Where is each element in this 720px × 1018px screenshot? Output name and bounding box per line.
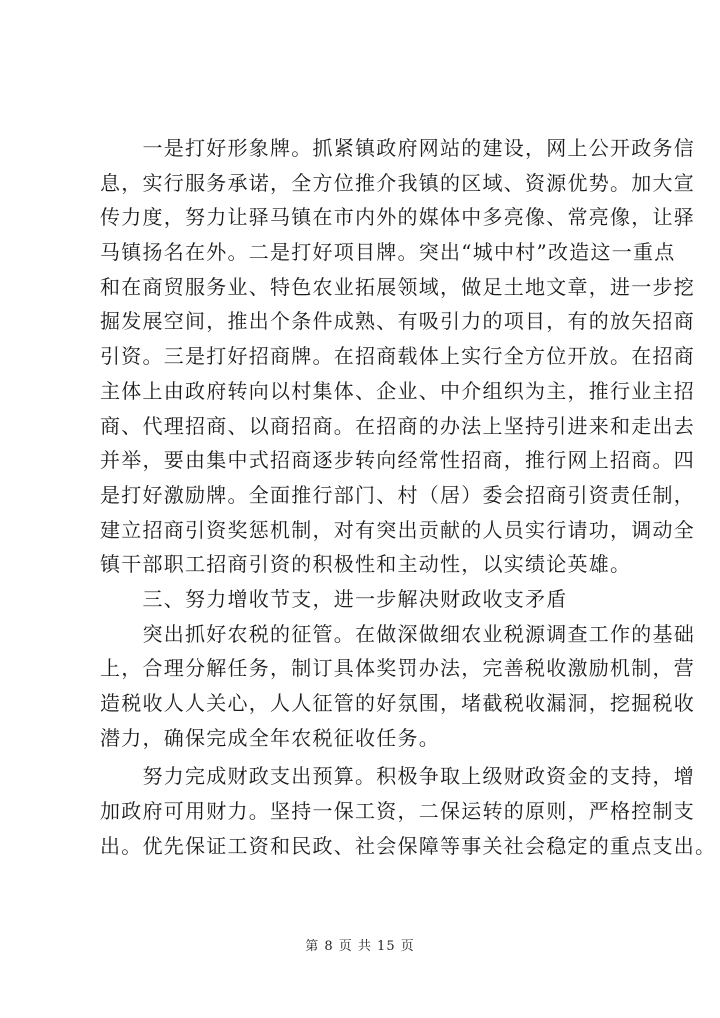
text-line: 主体上由政府转向以村集体、企业、中介组织为主，推行业主招 <box>100 378 695 403</box>
text-line: 突出抓好农税的征管。在做深做细农业税源调查工作的基础 <box>100 621 695 646</box>
section-heading: 三、努力增收节支，进一步解决财政收支矛盾 <box>100 586 568 611</box>
text-line: 息，实行服务承诺，全方位推介我镇的区域、资源优势。加大宣 <box>100 170 695 195</box>
text-line: 上，合理分解任务，制订具体奖罚办法，完善税收激励机制，营 <box>100 656 695 681</box>
text-line: 努力完成财政支出预算。积极争取上级财政资金的支持，增 <box>100 764 695 789</box>
text-line: 一是打好形象牌。抓紧镇政府网站的建设，网上公开政务信 <box>100 136 695 160</box>
text-line: 是打好激励牌。全面推行部门、村（居）委会招商引资责任制， <box>100 482 695 507</box>
text-line: 镇干部职工招商引资的积极性和主动性，以实绩论英雄。 <box>100 552 632 577</box>
text-line: 出。优先保证工资和民政、社会保障等事关社会稳定的重点支出。 <box>100 833 717 858</box>
text-line: 造税收人人关心，人人征管的好氛围，堵截税收漏洞，挖掘税收 <box>100 691 695 715</box>
text-line: 引资。三是打好招商牌。在招商载体上实行全方位开放。在招商 <box>100 344 695 369</box>
text-line: 建立招商引资奖惩机制，对有突出贡献的人员实行请功，调动全 <box>100 517 695 542</box>
text-line: 潜力，确保完成全年农税征收任务。 <box>100 725 440 750</box>
text-line: 商、代理招商、以商招商。在招商的办法上坚持引进来和走出去 <box>100 413 695 438</box>
text-line: 传力度，努力让驿马镇在市内外的媒体中多亮像、常亮像，让驿 <box>100 205 695 230</box>
text-line: 并举，要由集中式招商逐步转向经常性招商，推行网上招商。四 <box>100 448 695 473</box>
text-line: 和在商贸服务业、特色农业拓展领域，做足土地文章，进一步挖 <box>100 274 695 299</box>
body-text <box>100 131 717 863</box>
text-line: 马镇扬名在外。二是打好项目牌。突出“城中村”改造这一重点 <box>100 240 676 265</box>
text-line: 掘发展空间，推出个条件成熟、有吸引力的项目，有的放矢招商 <box>100 309 695 334</box>
text-line: 加政府可用财力。坚持一保工资，二保运转的原则，严格控制支 <box>100 799 695 824</box>
page-number-footer: 第 8 页 共 15 页 <box>305 939 415 954</box>
